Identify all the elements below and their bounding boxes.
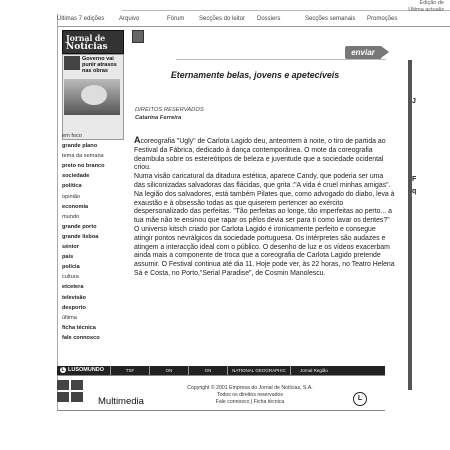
print-icon[interactable]: [132, 30, 144, 43]
top-nav: [57, 14, 450, 27]
logo-square: [57, 380, 69, 390]
sidebar-item[interactable]: televisão: [62, 294, 86, 301]
copyright-line: Copyright © 2001 Empresa do Jornal de Notícias, S.A.: [187, 385, 313, 391]
copyright: [150, 385, 350, 405]
article-title: Eternamente belas, jovens e apetecíveis: [170, 70, 340, 80]
sidebar-item[interactable]: fale connosco: [62, 334, 100, 341]
divider: [57, 410, 385, 411]
right-column-edge: [408, 60, 412, 390]
nav-item[interactable]: Arquivo: [119, 16, 140, 22]
sidebar-item[interactable]: grande porto: [62, 223, 97, 230]
lusomundo-label: LUSOMUNDO: [68, 367, 105, 373]
teaser-image: [64, 56, 80, 70]
logo-square: [71, 392, 83, 402]
sidebar-item[interactable]: cultura: [62, 274, 79, 281]
sidebar-item[interactable]: sénior: [62, 244, 79, 251]
logo-line2: Notícias: [66, 42, 108, 52]
send-button[interactable]: enviar: [345, 46, 381, 59]
multimedia-logo: [57, 378, 87, 403]
news-teaser[interactable]: [62, 54, 124, 140]
logo-square: [71, 380, 83, 390]
sidebar-item[interactable]: sociedade: [62, 173, 90, 180]
logo-square: [57, 392, 69, 402]
nav-item[interactable]: Últimas 7 edições: [57, 16, 105, 22]
article-rights: DIREITOS RESERVADOS: [135, 107, 204, 113]
logo-line1: Jornal de: [66, 33, 106, 43]
multimedia-label: Multimedia: [98, 396, 144, 407]
nav-item[interactable]: Promoções: [367, 16, 398, 22]
send-arrow-icon: [381, 46, 389, 58]
sidebar-item[interactable]: desporto: [62, 304, 86, 311]
article-paragraph: O universo kitsch criado por Carlota Lagido é ironicamente perfeito e consegue atingir pontos nevrálgicos da sociedade portuguesa. Os intérpretes são audazes e atingem a interacção ideal com o público. O desenho de luz e os vídeos exacerbam ainda mais a componente de troca que a coreografia de Carlota Lagido pretende assumir. O Festival continua até dia 11. Hoje pode ver, às 22 horas, no Teatro Helena Sá e Costa, no Porto,"Serial Paradise", de Cosmin Manolescu.: [134, 225, 395, 277]
partner-link[interactable]: Jornal Região: [290, 366, 337, 375]
divider: [57, 14, 58, 410]
partner-link[interactable]: ON: [188, 366, 227, 375]
lusomundo-icon: L: [353, 392, 367, 406]
sidebar-item[interactable]: etcetera: [62, 284, 84, 291]
sidebar-item[interactable]: última: [62, 314, 77, 321]
partner-links: [110, 366, 337, 375]
divider: [57, 375, 385, 376]
sidebar-item[interactable]: em foco: [62, 133, 82, 139]
partner-link[interactable]: ON: [149, 366, 188, 375]
teaser-photo-detail: [81, 85, 107, 105]
sidebar-item[interactable]: mundo: [62, 213, 80, 220]
nav-item[interactable]: Dossiers: [257, 16, 281, 22]
sidebar-item[interactable]: opinião: [62, 193, 81, 200]
right-column-letter: F: [412, 176, 417, 183]
nav-item[interactable]: Secções do leitor: [199, 16, 246, 22]
sidebar-item[interactable]: política: [62, 183, 82, 190]
sidebar-item[interactable]: economia: [62, 203, 89, 210]
divider: [176, 59, 386, 60]
lusomundo-icon: L: [61, 366, 65, 373]
right-column-letter: q: [412, 188, 417, 195]
section-menu: [62, 131, 120, 343]
dropcap: A: [134, 135, 141, 145]
newspaper-logo[interactable]: [62, 30, 124, 54]
edition-info: [380, 0, 444, 14]
sidebar-item[interactable]: grande lisboa: [62, 233, 99, 240]
sidebar-item[interactable]: ficha técnica: [62, 324, 96, 331]
footer-links[interactable]: Fale connosco | Ficha técnica: [215, 398, 285, 405]
sidebar-item[interactable]: preto no branco: [62, 163, 105, 170]
paragraph-text: coreografia "Ugly" de Carlota Lagido deu, anteontem à noite, o tiro de partida ao Festival da Fábrica, dedicado à dança contemporânea. O mote da coreografia deambula sobre os estereótipos de beleza e juventude que a sociedade ocidental criou.: [134, 138, 386, 172]
sidebar-item[interactable]: polícia: [62, 264, 80, 271]
copyright-line: Todos os direitos reservados: [216, 391, 284, 398]
last-update-label: Última actualiz: [408, 6, 444, 13]
article-paragraph: [134, 136, 396, 173]
edition-label: Edição de: [419, 0, 444, 6]
article-paragraph: Numa visão caricatural da ditadura estética, aparece Candy, que poderia ser uma das siliconizadas salvadoras das flácidas, que grita :"A vida é cruel minhas amigas". Na legião dos salvadores, está também Pilates que, como advogado do diabo, leva à exaustão e à obsessão todas as que quiserem pertencer ao exército despersonalizado das perfeitas. "Tão perfeitas ao longe, tão imperfeitas ao perto... a tua mãe não te ensinou que rapar os pêlos devia ser para ti como lavar os dentes?": [134, 173, 395, 225]
sidebar-item[interactable]: grande plano: [62, 143, 98, 150]
right-column-letter: J: [412, 98, 416, 105]
partner-link[interactable]: TSF: [110, 366, 149, 375]
nav-item[interactable]: Fórum: [167, 16, 185, 22]
sidebar-item[interactable]: país: [62, 254, 74, 261]
partner-link[interactable]: NATIONAL GEOGRAPHIC: [227, 366, 290, 375]
sidebar-item[interactable]: tema da semana: [62, 153, 104, 160]
article-author: Catarina Ferreira: [135, 115, 182, 121]
nav-item[interactable]: Secções semanais: [305, 16, 356, 22]
teaser-headline: Governo vai punir atrasos nas obras: [82, 56, 117, 74]
article-body: [134, 136, 396, 279]
lusomundo-logo[interactable]: [60, 366, 104, 375]
